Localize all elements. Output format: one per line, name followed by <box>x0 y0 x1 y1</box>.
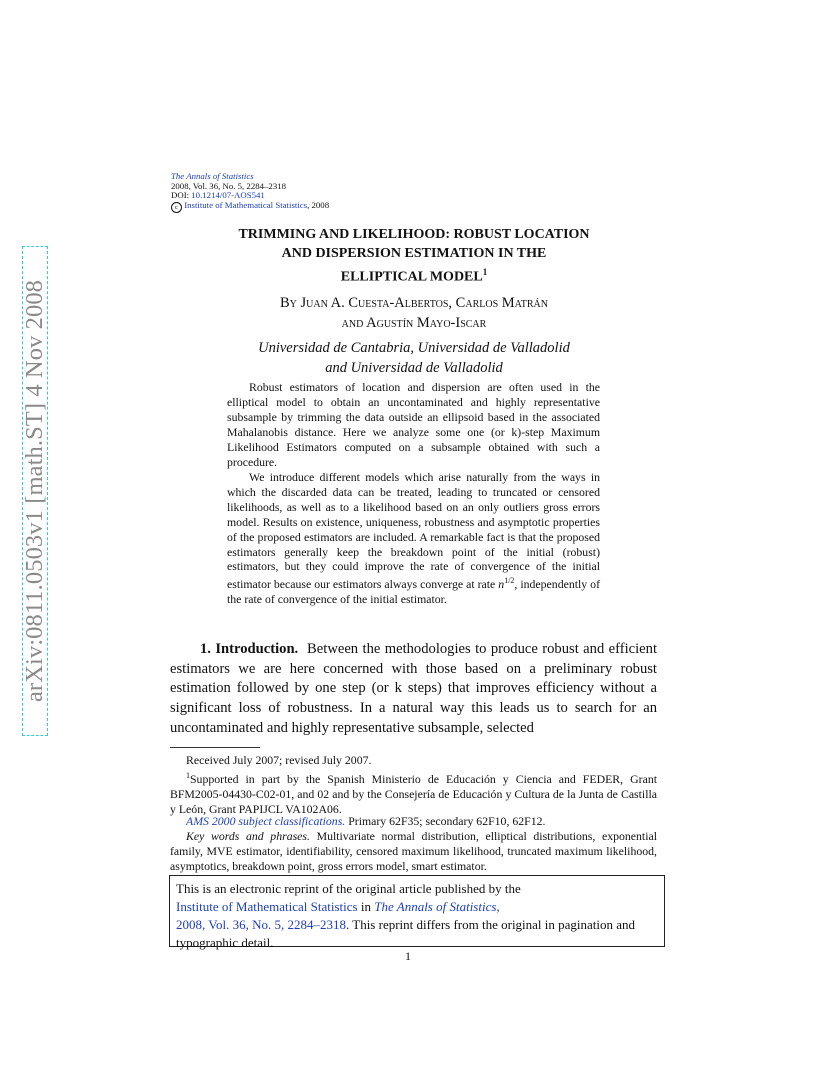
abstract-paragraph-2 <box>227 470 600 607</box>
keywords-text: Multivariate normal distribution, elliptical distributions, exponential family, MVE estimator, identifiability, censored maximum likelihood, truncated maximum likelihood, asymptotics, breakdown point, gross errors model, smart estimator. <box>170 829 658 874</box>
authors <box>170 293 658 333</box>
title-line-3: ELLIPTICAL MODEL <box>340 269 483 285</box>
authors-line-2: and Agustín Mayo-Iscar <box>341 315 487 331</box>
reprint-text-2: . This reprint differs from the original in pagination and typographic detail. <box>176 917 636 950</box>
introduction-text: Between the methodologies to produce robust and efficient estimators we are here concerned with those based on a preliminary robust estimation followed by one step (or k steps) that improves efficiency without a significant loss of robustness. In a natural way this leads us to search for an uncontaminated and highly representative subsample, selected <box>170 641 657 736</box>
title-footnote-mark[interactable]: 1 <box>482 267 488 277</box>
abstract-paragraph-1: Robust estimators of location and dispersion are often used in the elliptical model to obtain an uncontaminated and highly representative subsample by trimming the data outside an ellipsoid based in the associated Mahalanobis distance. Here we analyze some one (or k)-step Maximum Likelihood Estimators computed on a subsample obtained with such a procedure. <box>227 380 600 469</box>
reprint-notice-box <box>169 875 665 950</box>
copyright-org-link[interactable]: Institute of Mathematical Statistics <box>184 199 308 210</box>
affiliation-line-2: and Universidad de Valladolid <box>325 360 503 376</box>
math-n: n <box>498 577 505 592</box>
title-line-2: AND DISPERSION ESTIMATION IN THE <box>281 245 547 261</box>
support-footnote-mark: 1 <box>186 771 190 780</box>
received-note: Received July 2007; revised July 2007. <box>186 753 372 767</box>
keywords <box>170 829 657 875</box>
journal-link[interactable]: The Annals of Statistics <box>374 899 497 914</box>
journal-info <box>171 172 329 213</box>
abstract-p2-text-a: We introduce different models which arise naturally from the ways in which the discarded data can be treated, leading to truncated or censored likelihoods, as well as to a likelihood based on an only outliers gross errors model. Results on existence, uniqueness, robustness and asymptotic properties of the proposed estimators are included. A remarkable fact is that the proposed estimators generally keep the breakdown point of the initial (robust) estimators, but they could improve the rate of convergence of the initial estimator because our estimators always converge at rate <box>227 470 600 592</box>
affiliations <box>170 338 658 378</box>
affiliation-line-1: Universidad de Cantabria, Universidad de Valladolid <box>258 340 570 356</box>
ims-link[interactable]: Institute of Mathematical Statistics <box>176 899 358 914</box>
arxiv-stamp[interactable]: arXiv:0811.0503v1 [math.ST] 4 Nov 2008 <box>21 279 48 703</box>
title-line-1: TRIMMING AND LIKELIHOOD: ROBUST LOCATION <box>238 227 590 242</box>
reprint-comma: , <box>496 899 500 914</box>
ams-classification <box>170 814 657 829</box>
journal-name[interactable]: The Annals of Statistics <box>171 171 254 181</box>
math-exponent: 1/2 <box>504 576 515 586</box>
footnote-rule <box>170 747 260 748</box>
doi-link[interactable]: 10.1214/07-AOS541 <box>191 190 265 201</box>
page-number: 1 <box>405 949 411 963</box>
ams-link[interactable]: AMS 2000 subject classifications. <box>186 814 346 828</box>
support-footnote-text: Supported in part by the Spanish Ministerio de Educación y Ciencia and FEDER, Grant BFM2005-04430-C02-01, and 02 and by the Consejería de Educación y Cultura de la Junta de Castilla y León, Grant PAPIJCL VA102A06. <box>170 771 657 817</box>
keywords-label: Key words and phrases. <box>186 829 310 843</box>
abstract-p2-text-b: , independently of the rate of convergence of the initial estimator. <box>227 577 600 607</box>
citation-link[interactable]: 2008, Vol. 36, No. 5, 2284–2318 <box>176 917 346 932</box>
support-footnote <box>170 768 657 818</box>
section-heading: 1. Introduction. <box>200 641 299 657</box>
introduction-section <box>170 640 657 739</box>
paper-title <box>170 226 658 287</box>
copyright-icon: c <box>171 202 182 213</box>
doi-label: DOI: <box>171 190 192 201</box>
journal-volume: 2008, Vol. 36, No. 5, 2284–2318 <box>171 180 287 191</box>
authors-line-1: By Juan A. Cuesta-Albertos, Carlos Matrán <box>280 295 548 311</box>
copyright-year: , 2008 <box>307 199 330 210</box>
reprint-text-1: This is an electronic reprint of the original article published by the <box>176 881 521 896</box>
ams-text: Primary 62F35; secondary 62F10, 62F12. <box>345 814 546 828</box>
reprint-in: in <box>357 899 375 914</box>
